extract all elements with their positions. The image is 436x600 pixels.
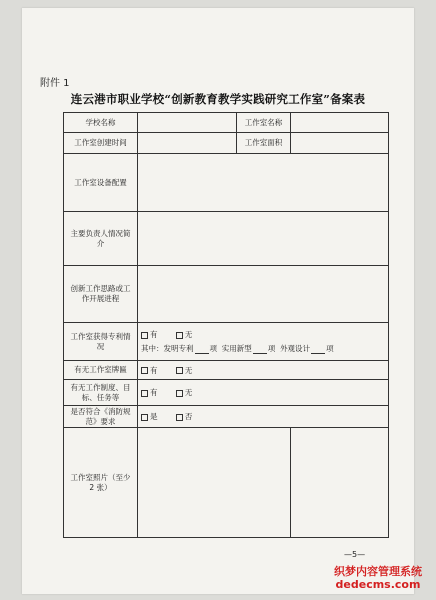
patents-no-label: 无 xyxy=(184,330,193,339)
equipment-field[interactable] xyxy=(138,154,389,212)
patent-utility-label: 实用新型 xyxy=(221,344,252,353)
leader-label: 主要负责人情况简介 xyxy=(64,212,138,266)
patent-unit-3: 项 xyxy=(326,344,334,353)
signboard-yes-label: 有 xyxy=(150,365,158,375)
school-name-field[interactable] xyxy=(138,113,237,133)
signboard-yes-checkbox[interactable] xyxy=(141,367,148,374)
studio-area-field[interactable] xyxy=(291,133,389,154)
signboard-field xyxy=(138,361,389,380)
fire-no-checkbox[interactable] xyxy=(176,414,183,421)
patents-yes-label: 有 xyxy=(150,330,158,339)
table-row xyxy=(64,266,389,323)
studio-name-field[interactable] xyxy=(291,113,389,133)
patent-invention-label: 其中：发明专利 xyxy=(141,344,194,353)
signboard-no-checkbox[interactable] xyxy=(176,367,183,374)
watermark-line-1: 织梦内容管理系统 xyxy=(334,565,422,578)
fire-yes-label: 是 xyxy=(150,412,158,421)
patent-unit-1: 项 xyxy=(209,344,217,353)
school-name-label: 学校名称 xyxy=(64,113,138,133)
system-yes-label: 有 xyxy=(150,388,158,397)
photo-slot-2[interactable] xyxy=(291,428,389,538)
table-row xyxy=(64,323,389,361)
table-row xyxy=(64,133,389,154)
system-yes-checkbox[interactable] xyxy=(141,390,148,397)
patents-field xyxy=(138,323,389,361)
system-no-checkbox[interactable] xyxy=(176,390,183,397)
invention-count-field[interactable] xyxy=(195,346,209,354)
patents-yes-checkbox[interactable] xyxy=(141,332,148,339)
signboard-label: 有无工作室牌匾 xyxy=(64,361,138,380)
photos-label: 工作室照片（至少 2 张） xyxy=(64,428,138,538)
patents-label: 工作室获得专利情况 xyxy=(64,323,138,361)
fire-field xyxy=(138,406,389,428)
table-row xyxy=(64,406,389,428)
page-title: 连云港市职业学校“创新教育教学实践研究工作室”备案表 xyxy=(70,92,366,106)
table-row xyxy=(64,113,389,133)
ideas-field[interactable] xyxy=(138,266,389,323)
watermark xyxy=(322,565,434,591)
fire-no-label: 否 xyxy=(184,412,193,421)
utility-count-field[interactable] xyxy=(253,346,267,354)
registration-form xyxy=(63,112,389,538)
table-row xyxy=(64,154,389,212)
system-field xyxy=(138,380,389,406)
studio-name-label: 工作室名称 xyxy=(237,113,291,133)
equipment-label: 工作室设备配置 xyxy=(64,154,138,212)
system-no-label: 无 xyxy=(184,388,193,397)
watermark-line-2: dedecms.com xyxy=(335,578,421,591)
design-count-field[interactable] xyxy=(311,346,325,354)
attachment-label: 附件 1 xyxy=(40,78,70,89)
table-row xyxy=(64,380,389,406)
studio-area-label: 工作室面积 xyxy=(237,133,291,154)
leader-field[interactable] xyxy=(138,212,389,266)
table-row xyxy=(64,212,389,266)
page-number: —5— xyxy=(344,550,366,559)
fire-label: 是否符合《消防规范》要求 xyxy=(64,406,138,428)
table-row xyxy=(64,428,389,538)
created-time-field[interactable] xyxy=(138,133,237,154)
created-time-label: 工作室创建时间 xyxy=(64,133,138,154)
patents-no-checkbox[interactable] xyxy=(176,332,183,339)
system-label: 有无工作制度、目标、任务等 xyxy=(64,380,138,406)
table-row xyxy=(64,361,389,380)
patent-design-label: 外观设计 xyxy=(280,344,311,353)
photo-slot-1[interactable] xyxy=(138,428,291,538)
fire-yes-checkbox[interactable] xyxy=(141,414,148,421)
ideas-label: 创新工作思路或工作开展进程 xyxy=(64,266,138,323)
patent-unit-2: 项 xyxy=(267,344,276,353)
signboard-no-label: 无 xyxy=(184,365,193,375)
